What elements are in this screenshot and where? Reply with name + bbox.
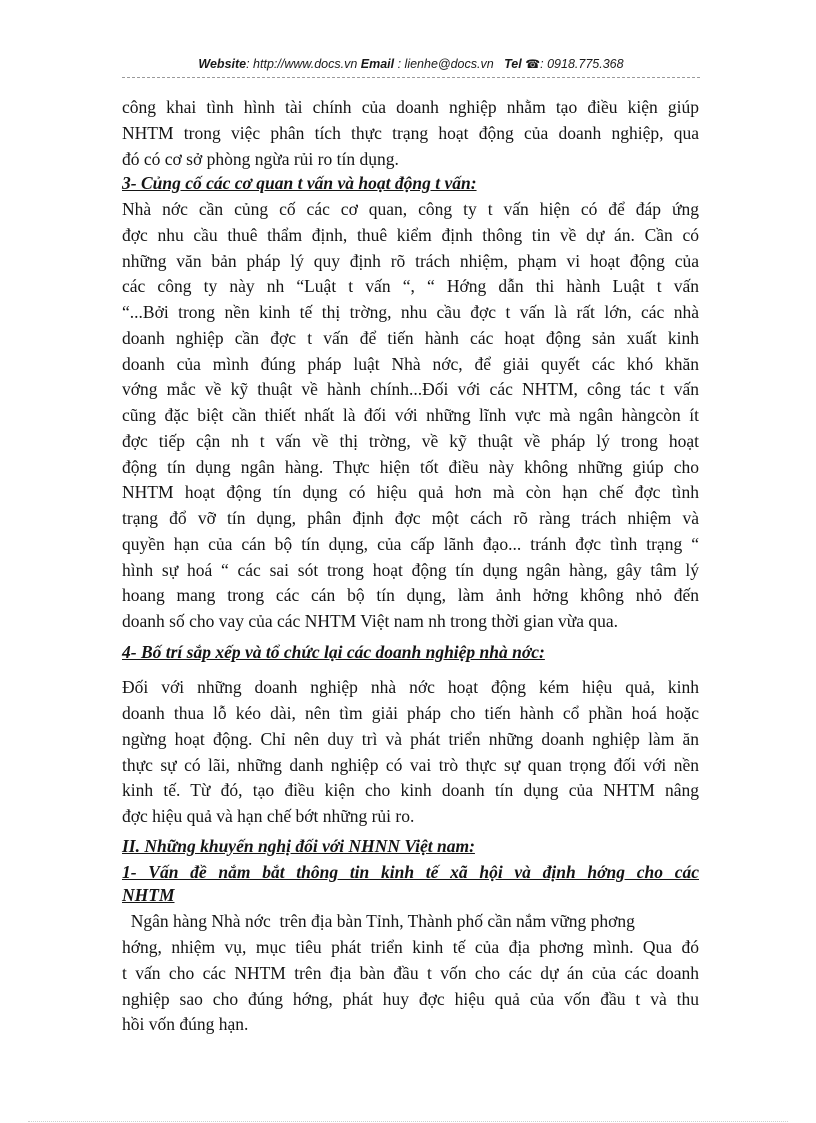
website-value[interactable]: : http://www.docs.vn <box>246 57 358 71</box>
email-label: Email <box>360 57 395 71</box>
page-header <box>122 57 700 71</box>
body-line: công khai tình hình tài chính của doanh nghiệp nhằm tạo điều kiện giúp <box>122 97 699 117</box>
body-line: doanh thua lỗ kéo dài, nên tìm giải pháp cho tiến hành cổ phần hoá hoặc <box>122 703 699 723</box>
section-heading-3: 3- Củng cố các cơ quan t vấn và hoạt động t vấn: <box>122 173 477 193</box>
body-line: động tín dụng ngân hàng. Thực hiện tốt điều này không những giúp cho <box>122 457 699 477</box>
body-line: những văn bản pháp lý quy định rõ trách nhiệm, phạm vi hoạt động của <box>122 251 699 271</box>
tel-label: Tel <box>504 57 522 71</box>
body-line: đợc tiếp cận nh t vấn về thị trờng, về kỹ thuật về pháp lý trong hoạt <box>122 431 699 451</box>
body-line: quyền hạn của cán bộ tín dụng, của cấp lãnh đạo... tránh đợc tình trạng “ <box>122 534 699 554</box>
website-label: Website <box>198 57 247 71</box>
body-line: “...Bởi trong nền kinh tế thị trờng, nhu cầu đợc t vấn là rất lớn, các nhà <box>122 302 699 322</box>
body-line: hồi vốn đúng hạn. <box>122 1014 249 1034</box>
body-line: nghiệp sao cho đúng hớng, phát huy đợc hiệu quả của vốn đầu t và thu <box>122 989 699 1009</box>
body-line: doanh nghiệp cần đợc t vấn để tiến hành các hoạt động sản xuất kinh <box>122 328 699 348</box>
body-line: doanh số cho vay của các NHTM Việt nam nh trong thời gian vừa qua. <box>122 611 619 631</box>
body-line: Đối với những doanh nghiệp nhà nớc hoạt động kém hiệu quả, kinh <box>122 677 699 697</box>
body-line: doanh của mình đúng pháp luật Nhà nớc, để giải quyết các khó khăn <box>122 354 699 374</box>
section-heading-4: 4- Bố trí sắp xếp và tổ chức lại các doanh nghiệp nhà nớc: <box>122 642 545 662</box>
body-line: đó có cơ sở phòng ngừa rủi ro tín dụng. <box>122 149 399 169</box>
body-line: hớng, nhiệm vụ, mục tiêu phát triển kinh tế của địa phơng mình. Qua đó <box>122 937 699 957</box>
chapter-heading-II: II. Những khuyến nghị đối với NHNN Việt nam: <box>122 836 475 856</box>
body-line: Ngân hàng Nhà nớc trên địa bàn Tỉnh, Thành phố cần nắm vững phơng <box>122 911 635 931</box>
section-heading-1: 1- Vấn đề nắm bắt thông tin kinh tế xã hội và định hớng cho các <box>122 862 699 882</box>
body-line: các công ty này nh “Luật t vấn “, “ Hớng dẫn thi hành Luật t vấn <box>122 276 699 296</box>
body-line: NHTM trong việc phân tích thực trạng hoạt động của doanh nghiệp, qua <box>122 123 699 143</box>
body-line: thực sự có lãi, những danh nghiệp có vai trò thực sự quan trọng đối với nền <box>122 755 699 775</box>
body-line: hoang mang trong các cán bộ tín dụng, làm ảnh hởng không nhỏ đến <box>122 585 699 605</box>
body-line: Nhà nớc cần củng cố các cơ quan, công ty t vấn hiện có để đáp ứng <box>122 199 699 219</box>
body-line: đợc nhu cầu thuê thẩm định, thuê kiểm định thông tin về dự án. Cần có <box>122 225 699 245</box>
email-value[interactable]: : lienhe@docs.vn <box>394 57 494 71</box>
header-divider <box>122 77 700 78</box>
body-line: đợc hiệu quả và hạn chế bớt những rủi ro. <box>122 806 415 826</box>
body-line: trạng đổ vỡ tín dụng, phân định đợc một cách rõ ràng trách nhiệm và <box>122 508 699 528</box>
body-line: hình sự hoá “ các sai sót trong hoạt động tín dụng ngân hàng, gây tâm lý <box>122 560 699 580</box>
body-line: t vấn cho các NHTM trên địa bàn đầu t vốn cho các dự án của các doanh <box>122 963 699 983</box>
section-heading-1-cont: NHTM <box>122 885 175 905</box>
body-line: kinh tế. Từ đó, tạo điều kiện cho kinh doanh tín dụng của NHTM nâng <box>122 780 699 800</box>
footer-divider <box>28 1121 788 1122</box>
body-line: ngừng hoạt động. Chỉ nên duy trì và phát triển những doanh nghiệp làm ăn <box>122 729 699 749</box>
tel-value: : 0918.775.368 <box>540 57 624 71</box>
phone-icon: ☎ <box>525 57 541 71</box>
body-line: NHTM hoạt động tín dụng có hiệu quả hơn mà còn hạn chế đợc tình <box>122 482 699 502</box>
body-line: cũng đặc biệt cần thiết nhất là đối với những lĩnh vực mà ngân hàngcòn ít <box>122 405 699 425</box>
body-line: vớng mắc về kỹ thuật về hành chính...Đối với các NHTM, công tác t vấn <box>122 379 699 399</box>
